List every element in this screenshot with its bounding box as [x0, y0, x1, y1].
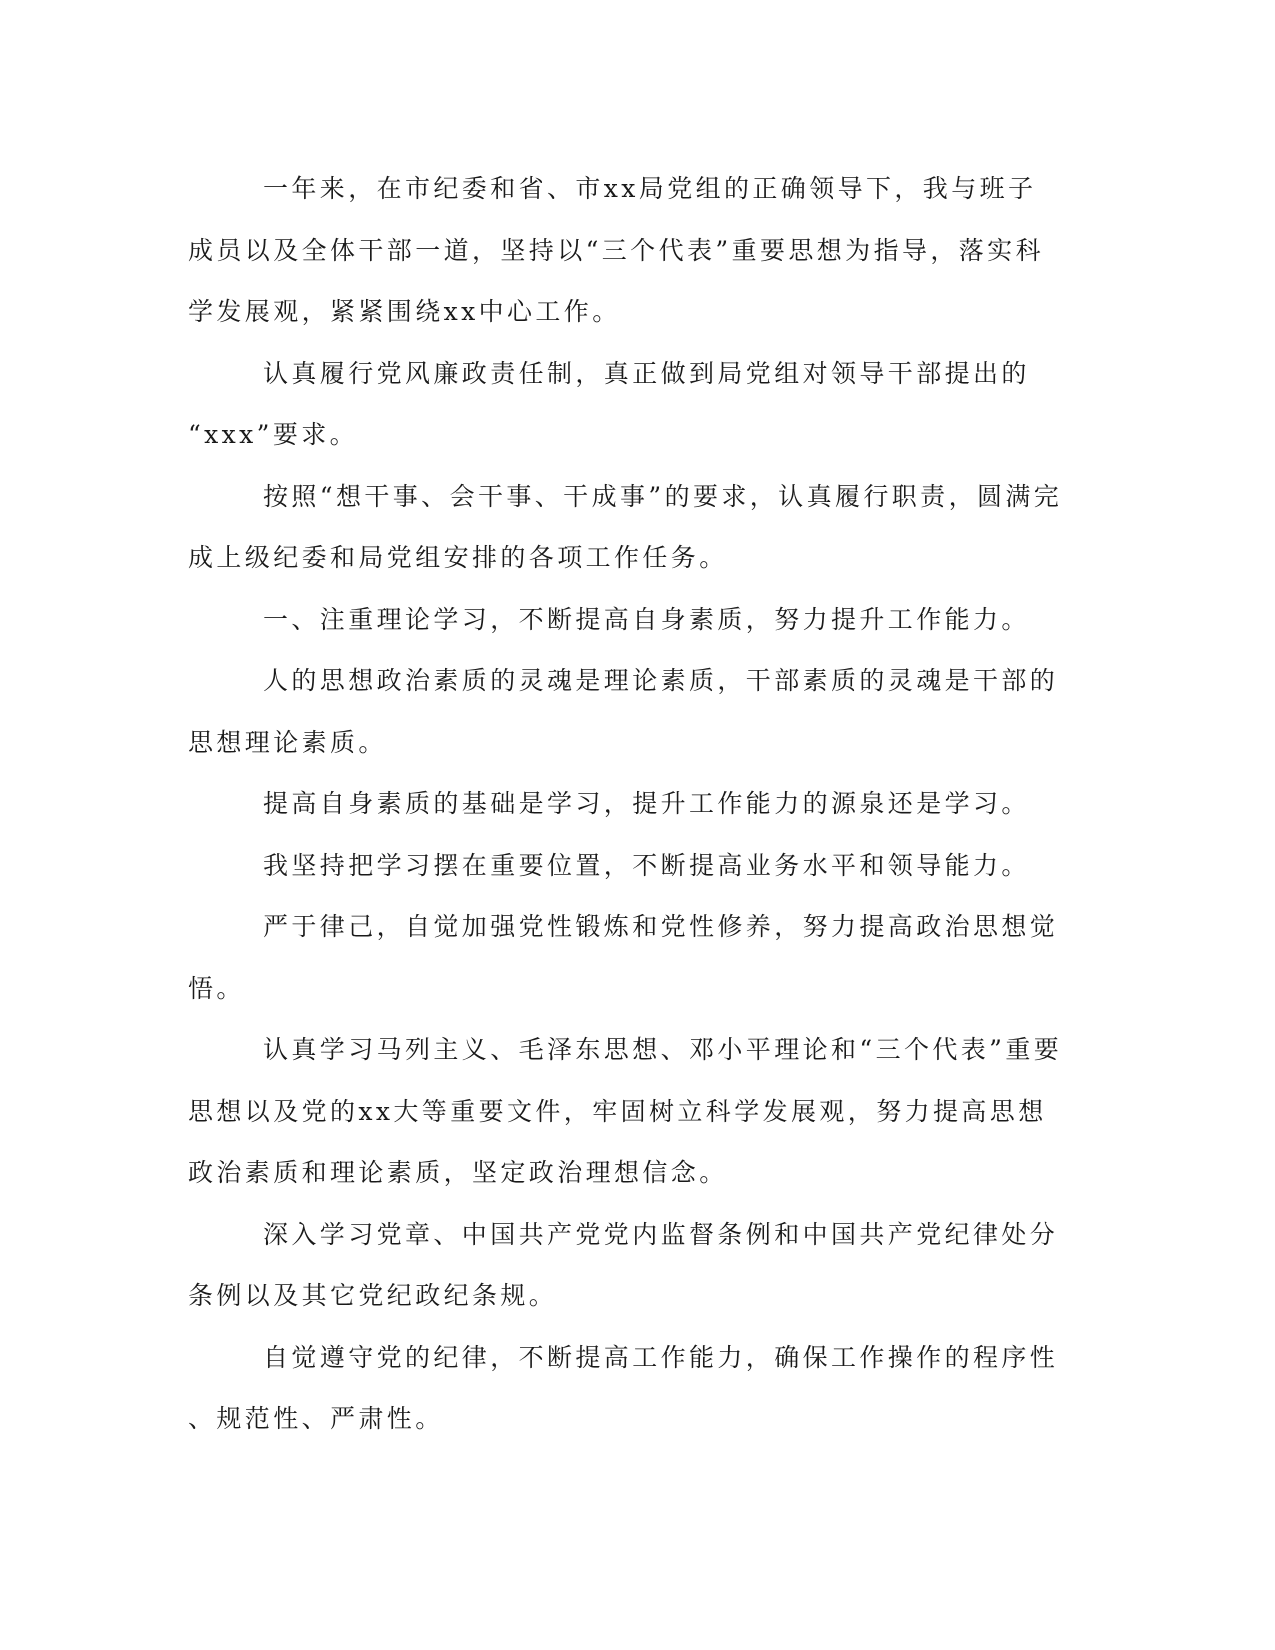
paragraph-line: 认真学习马列主义、毛泽东思想、邓小平理论和“三个代表”重要	[263, 1035, 1063, 1064]
paragraph-5	[188, 650, 1068, 773]
paragraph-11	[188, 1327, 1068, 1450]
paragraph-line: 按照“想干事、会干事、干成事”的要求，认真履行职责，圆满完	[263, 481, 1063, 511]
paragraph-line: 我坚持把学习摆在重要位置，不断提高业务水平和领导能力。	[263, 850, 1030, 880]
paragraph-line: 、规范性、严肃性。	[188, 1404, 444, 1433]
paragraph-line: 自觉遵守党的纪律，不断提高工作能力，确保工作操作的程序性	[263, 1342, 1059, 1372]
document-body	[188, 158, 1068, 1450]
paragraph-line: 学发展观，紧紧围绕xx中心工作。	[188, 297, 621, 326]
paragraph-line: 严于律己，自觉加强党性锻炼和党性修养，努力提高政治思想觉	[263, 912, 1059, 941]
paragraph-line: 成员以及全体干部一道，坚持以“三个代表”重要思想为指导，落实科	[188, 235, 1044, 265]
paragraph-line: 悟。	[188, 973, 245, 1003]
paragraph-3	[188, 466, 1068, 589]
paragraph-6	[188, 773, 1068, 835]
paragraph-line: “xxx”要求。	[188, 420, 359, 449]
paragraph-line: 一、注重理论学习，不断提高自身素质，努力提升工作能力。	[263, 604, 1030, 634]
paragraph-line: 条例以及其它党纪政纪条规。	[188, 1281, 558, 1310]
paragraph-8	[188, 896, 1068, 1019]
paragraph-9	[188, 1019, 1068, 1204]
paragraph-line: 政治素质和理论素质，坚定政治理想信念。	[188, 1158, 728, 1187]
paragraph-line: 思想理论素质。	[188, 727, 387, 757]
paragraph-line: 成上级纪委和局党组安排的各项工作任务。	[188, 543, 728, 572]
paragraph-line: 思想以及党的xx大等重要文件，牢固树立科学发展观，努力提高思想	[188, 1096, 1047, 1126]
paragraph-7	[188, 835, 1068, 897]
section-heading-1	[188, 589, 1068, 651]
paragraph-line: 人的思想政治素质的灵魂是理论素质，干部素质的灵魂是干部的	[263, 666, 1059, 695]
paragraph-10	[188, 1204, 1068, 1327]
paragraph-2	[188, 343, 1068, 466]
paragraph-line: 一年来，在市纪委和省、市xx局党组的正确领导下，我与班子	[263, 174, 1037, 203]
paragraph-1	[188, 158, 1068, 343]
paragraph-line: 深入学习党章、中国共产党党内监督条例和中国共产党纪律处分	[263, 1219, 1059, 1249]
paragraph-line: 认真履行党风廉政责任制，真正做到局党组对领导干部提出的	[263, 358, 1030, 388]
paragraph-line: 提高自身素质的基础是学习，提升工作能力的源泉还是学习。	[263, 789, 1030, 818]
